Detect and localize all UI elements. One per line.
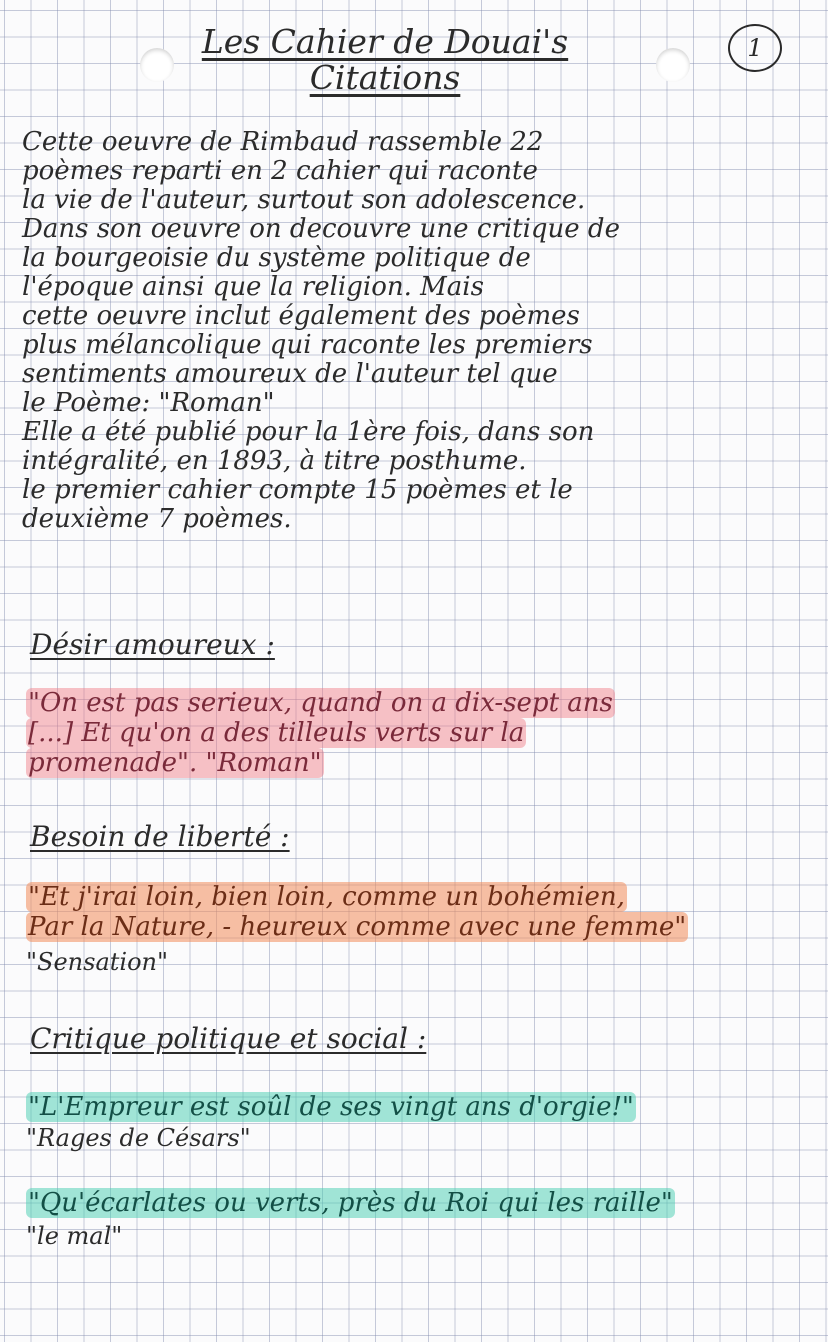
quote-source-le-mal: "le mal"	[26, 1222, 123, 1250]
quote-line: "Qu'écarlates ou verts, près du Roi qui les raille"	[28, 1188, 673, 1218]
punch-hole-right	[656, 48, 690, 82]
intro-line: Cette oeuvre de Rimbaud rassemble 22	[22, 127, 544, 157]
intro-line: intégralité, en 1893, à titre posthume.	[22, 446, 527, 476]
intro-line: deuxième 7 poèmes.	[22, 504, 292, 534]
intro-line: sentiments amoureux de l'auteur tel que	[22, 359, 558, 389]
intro-paragraph	[22, 128, 812, 534]
quote-line: [...] Et qu'on a des tilleuls verts sur la	[28, 718, 525, 748]
quote-line: promenade". "Roman"	[28, 748, 322, 778]
title-line-1: Les Cahier de Douai's	[201, 22, 569, 61]
quote-line: "Et j'irai loin, bien loin, comme un bohémien,	[28, 882, 625, 912]
quote-line: "On est pas serieux, quand on a dix-sept ans	[28, 688, 613, 718]
intro-line: Dans son oeuvre on decouvre une critique de	[22, 214, 620, 244]
intro-line: la vie de l'auteur, surtout son adolescence.	[22, 185, 586, 215]
quote-critique-1	[26, 1092, 816, 1122]
quote-desir	[26, 688, 816, 778]
title-line-2: Citations	[309, 58, 461, 97]
intro-line: poèmes reparti en 2 cahier qui raconte	[22, 156, 538, 186]
quote-line: Par la Nature, - heureux comme avec une femme"	[28, 912, 687, 942]
quote-line: "L'Empreur est soûl de ses vingt ans d'orgie!"	[28, 1092, 634, 1122]
intro-line: Elle a été publié pour la 1ère fois, dans son	[22, 417, 595, 447]
section-heading-desir: Désir amoureux :	[30, 628, 275, 661]
quote-critique-2	[26, 1188, 816, 1218]
section-heading-liberte: Besoin de liberté :	[30, 820, 290, 853]
page-number: 1	[728, 24, 782, 72]
quote-source-sensation: "Sensation"	[26, 948, 169, 976]
quote-liberte	[26, 882, 816, 942]
intro-line: plus mélancolique qui raconte les premiers	[22, 330, 593, 360]
intro-line: cette oeuvre inclut également des poèmes	[22, 301, 580, 331]
section-heading-critique: Critique politique et social :	[30, 1022, 427, 1055]
intro-line: le Poème: "Roman"	[22, 388, 275, 418]
intro-line: l'époque ainsi que la religion. Mais	[22, 272, 484, 302]
quote-source-rages: "Rages de Césars"	[26, 1124, 251, 1152]
intro-line: le premier cahier compte 15 poèmes et le	[22, 475, 573, 505]
intro-line: la bourgeoisie du système politique de	[22, 243, 531, 273]
